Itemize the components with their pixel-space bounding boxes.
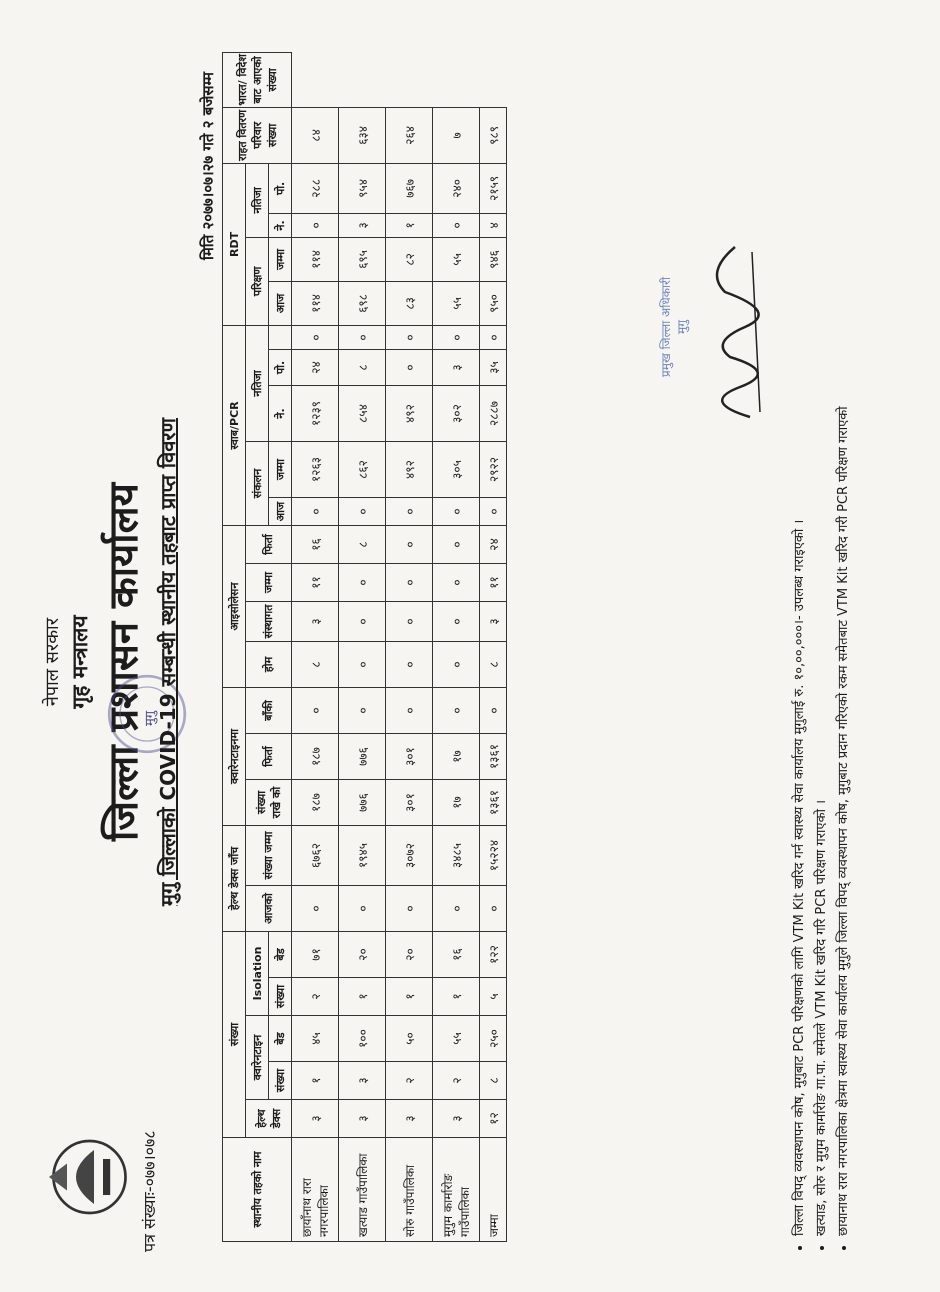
table-cell: २	[386, 1062, 433, 1100]
table-cell: ३	[339, 213, 386, 237]
row-local-name: सोरु गाउँपालिका	[386, 1138, 433, 1242]
col-rdt-today: आज	[269, 281, 292, 325]
table-cell: ६९८	[339, 281, 386, 325]
table-cell: ३	[433, 349, 480, 385]
table-cell: ३०२	[433, 385, 480, 441]
covid-report-table	[222, 52, 507, 1242]
table-cell: ०	[292, 497, 339, 525]
table-cell: ६९५	[339, 237, 386, 281]
table-cell: २८८	[292, 163, 339, 213]
table-cell: ७	[433, 107, 480, 163]
table-cell: ४	[480, 213, 507, 237]
table-cell: ०	[386, 497, 433, 525]
table-cell: ३०१	[386, 733, 433, 779]
table-cell: १९४५	[339, 825, 386, 885]
table-cell: ४९२	[386, 441, 433, 497]
table-cell: ०	[339, 687, 386, 733]
table-cell: ७७६	[339, 733, 386, 779]
col-rdt-pos: पो.	[269, 163, 292, 213]
table-cell: ८	[292, 641, 339, 687]
table-cell: १२६३	[292, 441, 339, 497]
table-cell: ३०१	[386, 779, 433, 825]
table-cell: २६४	[386, 107, 433, 163]
table-cell: ०	[480, 497, 507, 525]
table-cell: ६३४	[339, 107, 386, 163]
table-cell: ०	[480, 885, 507, 931]
table-cell: ०	[433, 563, 480, 601]
signature-district: मुगु	[675, 320, 689, 334]
col-swab-neg: ने.	[269, 385, 292, 441]
table-cell: ०	[339, 601, 386, 641]
table-cell: ७७६	[339, 779, 386, 825]
table-cell: १	[386, 213, 433, 237]
table-cell: १७	[433, 733, 480, 779]
col-swab-result: नतिजा	[246, 325, 269, 441]
row-local-name: छायाँनाथ रारा नगरपालिका	[292, 1138, 339, 1242]
col-rdt-result: नतिजा	[246, 163, 269, 237]
table-cell: ९५०	[480, 281, 507, 325]
table-cell: २४०	[433, 163, 480, 213]
table-cell: २०	[339, 931, 386, 977]
col-q-count: संख्या	[269, 1062, 292, 1100]
table-cell: १२२	[480, 931, 507, 977]
col-swab-pcr: स्वाब/PCR	[223, 325, 246, 525]
table-cell: १५२२४	[480, 825, 507, 885]
stamp-text: मुगु	[143, 710, 158, 726]
table-cell: ०	[480, 325, 507, 349]
col-hd-total: संख्या जम्मा	[246, 825, 292, 885]
table-cell: ०	[386, 885, 433, 931]
table-cell: ०	[292, 687, 339, 733]
table-cell: ७१	[292, 931, 339, 977]
table-cell: ३	[480, 601, 507, 641]
table-cell: १८७	[292, 779, 339, 825]
col-isolation: Isolation	[246, 931, 269, 1015]
col-iso-total: जम्मा	[246, 563, 292, 601]
table-cell: ८	[339, 525, 386, 563]
table-row	[386, 53, 433, 1242]
col-iso-home: होम	[246, 641, 292, 687]
col-count-group: संख्या	[223, 931, 246, 1137]
table-cell: ०	[386, 641, 433, 687]
table-cell: १३६१	[480, 779, 507, 825]
table-cell: ०	[339, 325, 386, 349]
col-isolation-section: आइसोलेसन	[223, 525, 246, 687]
table-cell: ४९२	[386, 385, 433, 441]
table-cell: २४	[292, 349, 339, 385]
office-name: जिल्ला प्रशासन कार्यालय	[101, 483, 147, 841]
table-cell: १	[386, 978, 433, 1016]
col-health-desk: हेल्थ डेक्स	[246, 1100, 292, 1138]
table-cell: ३	[433, 1100, 480, 1138]
table-total-row	[480, 53, 507, 1242]
table-cell: ८	[339, 349, 386, 385]
col-foreign-returnees: भारत/ विदेश बाट आएको संख्या	[223, 53, 292, 108]
table-cell: १	[339, 978, 386, 1016]
table-cell: २५०	[480, 1016, 507, 1062]
table-cell: ०	[433, 601, 480, 641]
col-swab-today: आज	[269, 497, 292, 525]
table-cell: ५५	[433, 281, 480, 325]
col-rdt-neg: ने.	[269, 213, 292, 237]
col-i-count: संख्या	[269, 978, 292, 1016]
table-cell: ५५	[433, 1016, 480, 1062]
table-row	[433, 53, 480, 1242]
table-cell: ८	[480, 1062, 507, 1100]
col-qp-returned: फिर्ता	[246, 733, 292, 779]
signature-icon	[690, 242, 770, 422]
table-cell: ८४	[292, 107, 339, 163]
col-qp-remaining: बाँकी	[246, 687, 292, 733]
ministry-name: गृह मन्त्रालय	[68, 615, 92, 709]
row-local-name: मुगुम कार्मारोङ गाउँपालिका	[433, 1138, 480, 1242]
col-iso-return: फिर्ता	[246, 525, 292, 563]
col-quarantine: क्वारेनटाइन	[246, 1016, 269, 1100]
signature-stamp	[658, 252, 690, 402]
table-cell: ०	[433, 885, 480, 931]
col-swab-pos: पो.	[269, 349, 292, 385]
table-row	[292, 53, 339, 1242]
table-cell: १६	[433, 931, 480, 977]
table-cell: ३०५	[433, 441, 480, 497]
table-cell: १८७	[292, 733, 339, 779]
col-swab-pending	[269, 325, 292, 349]
table-cell: २	[292, 978, 339, 1016]
table-cell: ०	[433, 325, 480, 349]
table-row	[339, 53, 386, 1242]
report-date: मिति २०७७।०७।२७ गते २ बजेसम्म	[199, 72, 217, 261]
col-local-level: स्थानीय तहको नाम	[223, 1138, 292, 1242]
table-cell: २	[433, 1062, 480, 1100]
table-cell: ०	[386, 563, 433, 601]
table-cell: १६	[292, 525, 339, 563]
col-rdt-total: जम्मा	[269, 237, 292, 281]
table-cell: ०	[339, 497, 386, 525]
table-cell: ५०	[386, 1016, 433, 1062]
table-cell: १००	[339, 1016, 386, 1062]
table-cell: २०	[386, 931, 433, 977]
col-qp-kept: संख्या राखे को	[246, 779, 292, 825]
table-cell: ६७६२	[292, 825, 339, 885]
table-cell: १७	[433, 779, 480, 825]
letter-number: पत्र संख्याः-०७७।०७८	[140, 1130, 159, 1252]
table-cell: ०	[292, 213, 339, 237]
note-item: • जिल्ला विपद् व्यवस्थापन कोष, मुगुबाट PCR परिक्षणको लागि VTM Kit खरिद गर्न स्वास्थ्य सेवा कार्यालय मुगुलाई रु. १०,००,०००।- उपलब्ध गराइएको ।	[790, 76, 810, 1236]
table-cell: ०	[386, 325, 433, 349]
report-subject: मुगु जिल्लाको COVID-19 सम्बन्धी स्थानीय तहबाट प्राप्त विवरण	[156, 418, 180, 907]
col-swab-collection: संकलन	[246, 441, 269, 525]
table-cell: ३४८५	[433, 825, 480, 885]
col-i-beds: बेड	[269, 931, 292, 977]
table-cell: १	[433, 978, 480, 1016]
table-cell: १३६१	[480, 733, 507, 779]
table-cell: १२३९	[292, 385, 339, 441]
table-cell: २८८७	[480, 385, 507, 441]
signature-title: प्रमुख जिल्ला अधिकारी	[659, 276, 673, 378]
table-cell: ३	[339, 1100, 386, 1138]
table-cell: ९५४	[339, 163, 386, 213]
row-local-name: जम्मा	[480, 1138, 507, 1242]
table-cell: ०	[292, 885, 339, 931]
table-cell: ०	[433, 213, 480, 237]
table-cell: ०	[386, 687, 433, 733]
col-swab-total: जम्मा	[269, 441, 292, 497]
document-sheet	[30, 54, 930, 1262]
col-in-quarantine: क्वारेनटाइनमा	[223, 687, 246, 825]
table-cell: ०	[433, 497, 480, 525]
table-cell: ०	[339, 885, 386, 931]
table-cell: ९४६	[480, 237, 507, 281]
table-cell: ०	[433, 641, 480, 687]
col-hd-today: आजको	[246, 885, 292, 931]
col-q-beds: बेड	[269, 1016, 292, 1062]
note-item: • खत्याड, सोरु र मुगुम कार्मारोङ गा.पा. समेतले VTM Kit खरिद गरि PCR परिक्षण गराएको ।	[812, 76, 832, 1236]
table-cell: ०	[339, 641, 386, 687]
table-cell: ३	[386, 1100, 433, 1138]
table-cell: १२	[480, 1100, 507, 1138]
table-cell: ३	[292, 1100, 339, 1138]
table-cell: ०	[480, 687, 507, 733]
table-cell: ३०७२	[386, 825, 433, 885]
table-cell: ८६२	[339, 441, 386, 497]
table-cell: ८	[480, 641, 507, 687]
table-cell: ०	[292, 325, 339, 349]
notes-list	[790, 76, 856, 1262]
col-rdt-test: परिक्षण	[246, 237, 269, 325]
col-iso-institutional: संस्थागत	[246, 601, 292, 641]
table-cell: ३	[292, 601, 339, 641]
table-cell: १	[292, 1062, 339, 1100]
table-cell: ७६७	[386, 163, 433, 213]
table-cell: ११	[292, 563, 339, 601]
col-rdt: RDT	[223, 163, 246, 325]
table-cell: ८५४	[339, 385, 386, 441]
table-cell: ८३	[386, 281, 433, 325]
table-cell: ९८९	[480, 107, 507, 163]
table-cell: ८२	[386, 237, 433, 281]
government-name: नेपाल सरकार	[42, 617, 63, 707]
table-cell: ३	[339, 1062, 386, 1100]
report-body	[292, 53, 507, 1242]
row-local-name: खत्याड गाउँपालिका	[339, 1138, 386, 1242]
table-cell: ११४	[292, 281, 339, 325]
col-relief: राहत वितरण परिवार संख्या	[223, 107, 292, 163]
table-cell: ५	[480, 978, 507, 1016]
table-cell: २४	[480, 525, 507, 563]
table-cell: ३५	[480, 349, 507, 385]
table-cell: ११	[480, 563, 507, 601]
table-cell: ०	[386, 601, 433, 641]
col-health-desk-check: हेल्थ डेक्स जाँच	[223, 825, 246, 931]
note-item: • छायानाथ रारा नगरपालिका क्षेत्रमा स्वास्थ्य सेवा कार्यालय मुगुले जिल्ला विपद् व्यवस्थापन कोष, मुगुबाट प्रदान गरिएको रकम समेतबाट VTM Kit खरिद गरी PCR परिक्षण गराएको	[834, 76, 854, 1236]
table-cell: २९२२	[480, 441, 507, 497]
table-cell: ४५	[292, 1016, 339, 1062]
table-cell: ५५	[433, 237, 480, 281]
table-cell: ११४	[292, 237, 339, 281]
table-cell: ०	[433, 525, 480, 563]
table-cell: ०	[386, 525, 433, 563]
table-cell: ०	[386, 349, 433, 385]
table-cell: २१५९	[480, 163, 507, 213]
table-cell: ०	[433, 687, 480, 733]
table-cell: ०	[339, 563, 386, 601]
